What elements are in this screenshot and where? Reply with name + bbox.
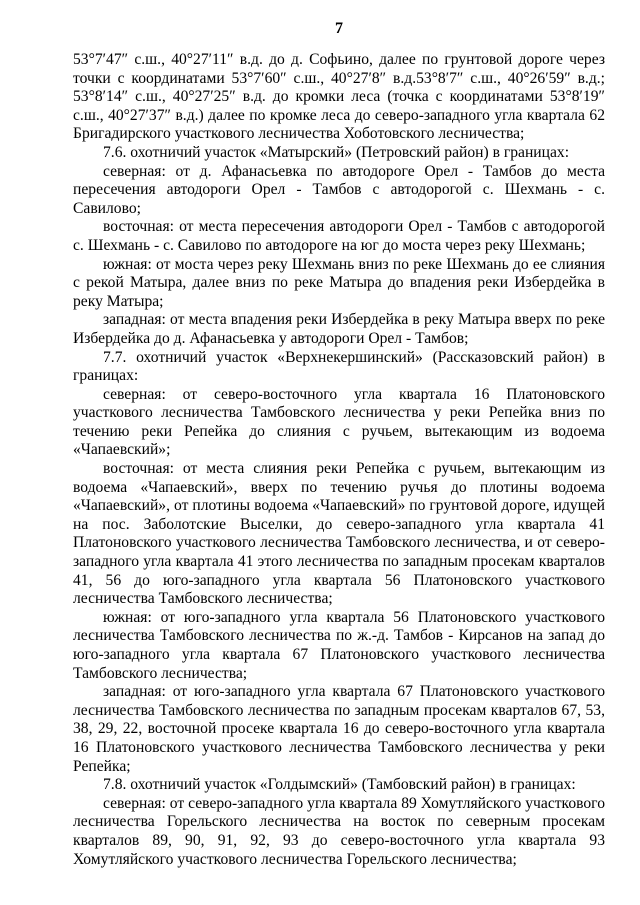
paragraph-7-8-north-boundary: северная: от северо-западного угла квартала 89 Хомутляйского участкового лесничества Горельского лесничества на восток по северным просекам кварталов 89, 90, 91, 92, 93 до северо-восточного угла квартала 93 Хомутляйского участкового лесничества Горельского лесничества; [73, 794, 605, 868]
paragraph-boundary-continuation: 53°7′47″ с.ш., 40°27′11″ в.д. до д. Софьино, далее по грунтовой дороге через точки с координатами 53°7′60″ с.ш., 40°27′8″ в.д.53°8′7″ с.ш., 40°26′59″ в.д.; 53°8′14″ с.ш., 40°27′25″ в.д. до кромки леса (точка с координатами 53°8′19″ с.ш., 40°27′37″ в.д.) далее по кромке леса до северо-западного угла квартала 62 Бригадирского участкового лесничества Хоботовского лесничества; [73, 51, 605, 143]
paragraph-7-6-east-boundary: восточная: от места пересечения автодороги Орел - Тамбов с автодорогой с. Шехмань - с. Савилово по автодороге на юг до моста через реку Шехмань; [73, 218, 605, 254]
paragraph-7-7-east-boundary: восточная: от места слияния реки Репейка с ручьем, вытекающим из водоема «Чапаевский», вверх по течению ручья до плотины водоема «Чапаевский», от плотины водоема «Чапаевский» по грунтовой дороге, идущей на пос. Заболотские Выселки, до северо-западного угла квартала 41 Платоновского участкового лесничества Тамбовского лесничества, и от северо-западного угла квартала 41 этого лесничества по западным просекам кварталов 41, 56 до юго-западного угла квартала 56 Платоновского участкового лесничества Тамбовского лесничества; [73, 460, 605, 608]
paragraph-7-6-west-boundary: западная: от места впадения реки Избердейка в реку Матыра вверх по реке Избердейка до д. Афанасьевка у автодороги Орел - Тамбов; [73, 311, 605, 347]
paragraph-7-7-south-boundary: южная: от юго-западного угла квартала 56 Платоновского участкового лесничества Тамбовского лесничества по ж.-д. Тамбов - Кирсанов на запад до юго-западного угла квартала 67 Платоновского участкового лесничества Тамбовского лесничества; [73, 608, 605, 682]
paragraph-7-6-north-boundary: северная: от д. Афанасьевка по автодороге Орел - Тамбов до места пересечения автодороги Орел - Тамбов с автодорогой с. Шехмань - с. Савилово; [73, 162, 605, 217]
section-7-6-heading: 7.6. охотничий участок «Матырский» (Петровский район) в границах: [103, 143, 570, 161]
page-number: 7 [335, 20, 343, 37]
paragraph-7-7-north-boundary: северная: от северо-восточного угла квартала 16 Платоновского участкового лесничества Тамбовского лесничества у реки Репейка вниз по течению реки Репейка до слияния с ручьем, вытекающим из водоема «Чапаевский»; [73, 385, 605, 459]
paragraph-7-6-south-boundary: южная: от моста через реку Шехмань вниз по реке Шехмань до ее слияния с рекой Матыра, далее вниз по реке Матыра до впадения реки Избердейка в реку Матыра; [73, 255, 605, 310]
document-body [73, 51, 605, 869]
section-7-7-heading: 7.7. охотничий участок «Верхнекершинский» (Рассказовский район) в границах: [73, 348, 605, 385]
section-7-8-heading: 7.8. охотничий участок «Голдымский» (Тамбовский район) в границах: [103, 776, 576, 794]
paragraph-7-7-west-boundary: западная: от юго-западного угла квартала 67 Платоновского участкового лесничества Тамбовского лесничества по западным просекам кварталов 67, 53, 38, 29, 22, восточной просеке квартала 16 до северо-восточного угла квартала 16 Платоновского участкового лесничества Тамбовского лесничества у реки Репейка; [73, 683, 605, 775]
